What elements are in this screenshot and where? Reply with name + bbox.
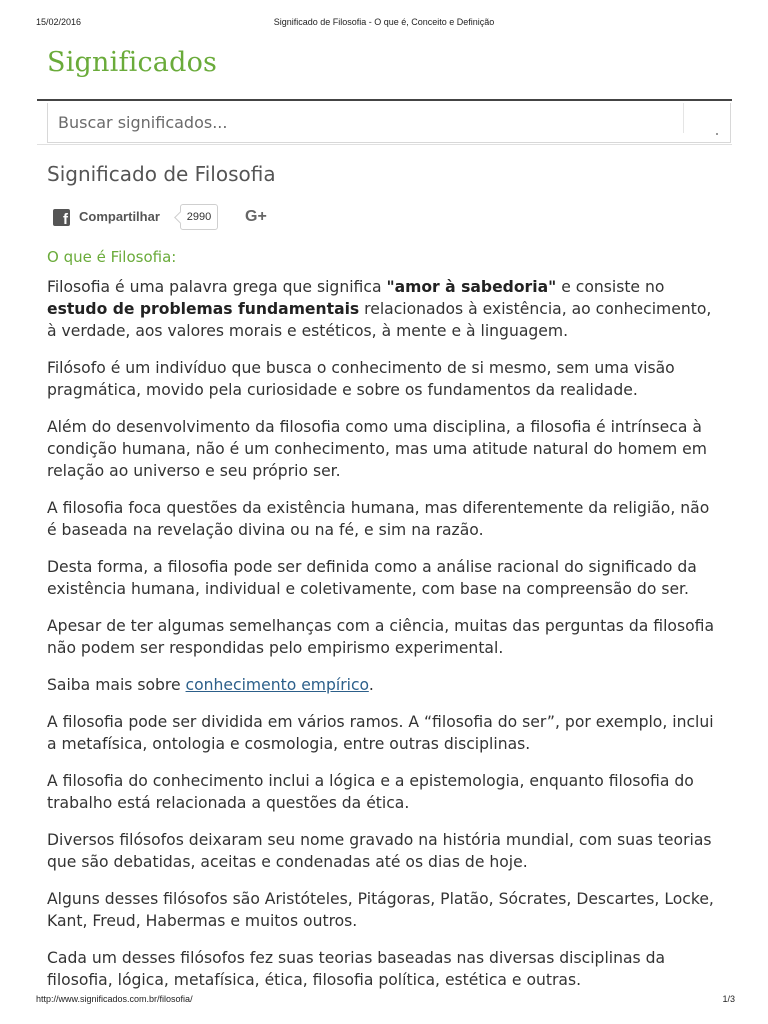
article-paragraph-11: Alguns desses filósofos são Aristóteles, Pitágoras, Platão, Sócrates, Descartes, Locke, Kant, Freud, Habermas e muitos outros. [47, 890, 714, 930]
header-divider [37, 99, 732, 101]
print-page-title: Significado de Filosofia - O que é, Conceito e Definição [273, 17, 495, 27]
google-plus-icon[interactable]: G+ [245, 208, 267, 225]
print-header [0, 15, 768, 29]
site-logo[interactable]: Significados [47, 47, 218, 78]
search-divider [37, 144, 732, 145]
search-button[interactable] [683, 103, 720, 133]
section-heading: O que é Filosofia: [47, 248, 177, 266]
article-paragraph-10: Diversos filósofos deixaram seu nome gravado na história mundial, com suas teorias que são debatidas, aceitas e condenadas até os dias de hoje. [47, 831, 712, 871]
empirical-knowledge-link[interactable]: conhecimento empírico [185, 676, 369, 694]
print-page-number: 1/3 [722, 994, 735, 1004]
page-title: Significado de Filosofia [47, 162, 276, 186]
article-paragraph-8: A filosofia pode ser dividida em vários ramos. A “filosofia do ser”, por exemplo, inclui a metafísica, ontologia e cosmologia, entre outras disciplinas. [47, 713, 714, 753]
article-paragraph-5: Desta forma, a filosofia pode ser definida como a análise racional do significado da existência humana, individual e coletivamente, com base na compreensão do ser. [47, 558, 697, 598]
facebook-share-button[interactable]: Compartilhar [79, 209, 160, 224]
article-paragraph-2: Filósofo é um indivíduo que busca o conhecimento de si mesmo, sem uma visão pragmática, movido pela curiosidade e sobre os fundamentos da realidade. [47, 359, 675, 399]
article-paragraph-6: Apesar de ter algumas semelhanças com a ciência, muitas das perguntas da filosofia não podem ser respondidas pelo empirismo experimental. [47, 617, 715, 657]
article-paragraph-12: Cada um desses filósofos fez suas teorias baseadas nas diversas disciplinas da filosofia, lógica, metafísica, ética, filosofia política, estética e outras. [47, 949, 666, 989]
search-icon [716, 133, 718, 135]
article-paragraph-3: Além do desenvolvimento da filosofia como uma disciplina, a filosofia é intrínseca à condição humana, não é um conhecimento, mas uma atitude natural do homem em relação ao universo e seu próprio ser. [47, 418, 707, 480]
article-body [47, 276, 719, 1006]
print-date: 15/02/2016 [36, 17, 82, 27]
bold-phrase-love-of-wisdom: "amor à sabedoria" [386, 278, 557, 296]
share-count-badge: 2990 [180, 204, 218, 230]
bold-phrase-fundamental-problems: estudo de problemas fundamentais [47, 300, 360, 318]
search-input[interactable] [58, 110, 668, 134]
article-paragraph-1: Filosofia é uma palavra grega que significa "amor à sabedoria" e consiste no estudo de problemas fundamentais relacionados à existência, ao conhecimento, à verdade, aos valores morais e estéticos, à mente e à linguagem. [47, 278, 712, 340]
search-bar [47, 103, 731, 143]
article-paragraph-7: Saiba mais sobre conhecimento empírico. [47, 676, 374, 694]
facebook-icon[interactable]: f [53, 209, 70, 226]
article-paragraph-9: A filosofia do conhecimento inclui a lógica e a epistemologia, enquanto filosofia do trabalho está relacionada a questões da ética. [47, 772, 694, 812]
print-footer [0, 994, 768, 1008]
article-paragraph-4: A filosofia foca questões da existência humana, mas diferentemente da religião, não é baseada na revelação divina ou na fé, e sim na razão. [47, 499, 710, 539]
print-url: http://www.significados.com.br/filosofia/ [36, 994, 193, 1004]
